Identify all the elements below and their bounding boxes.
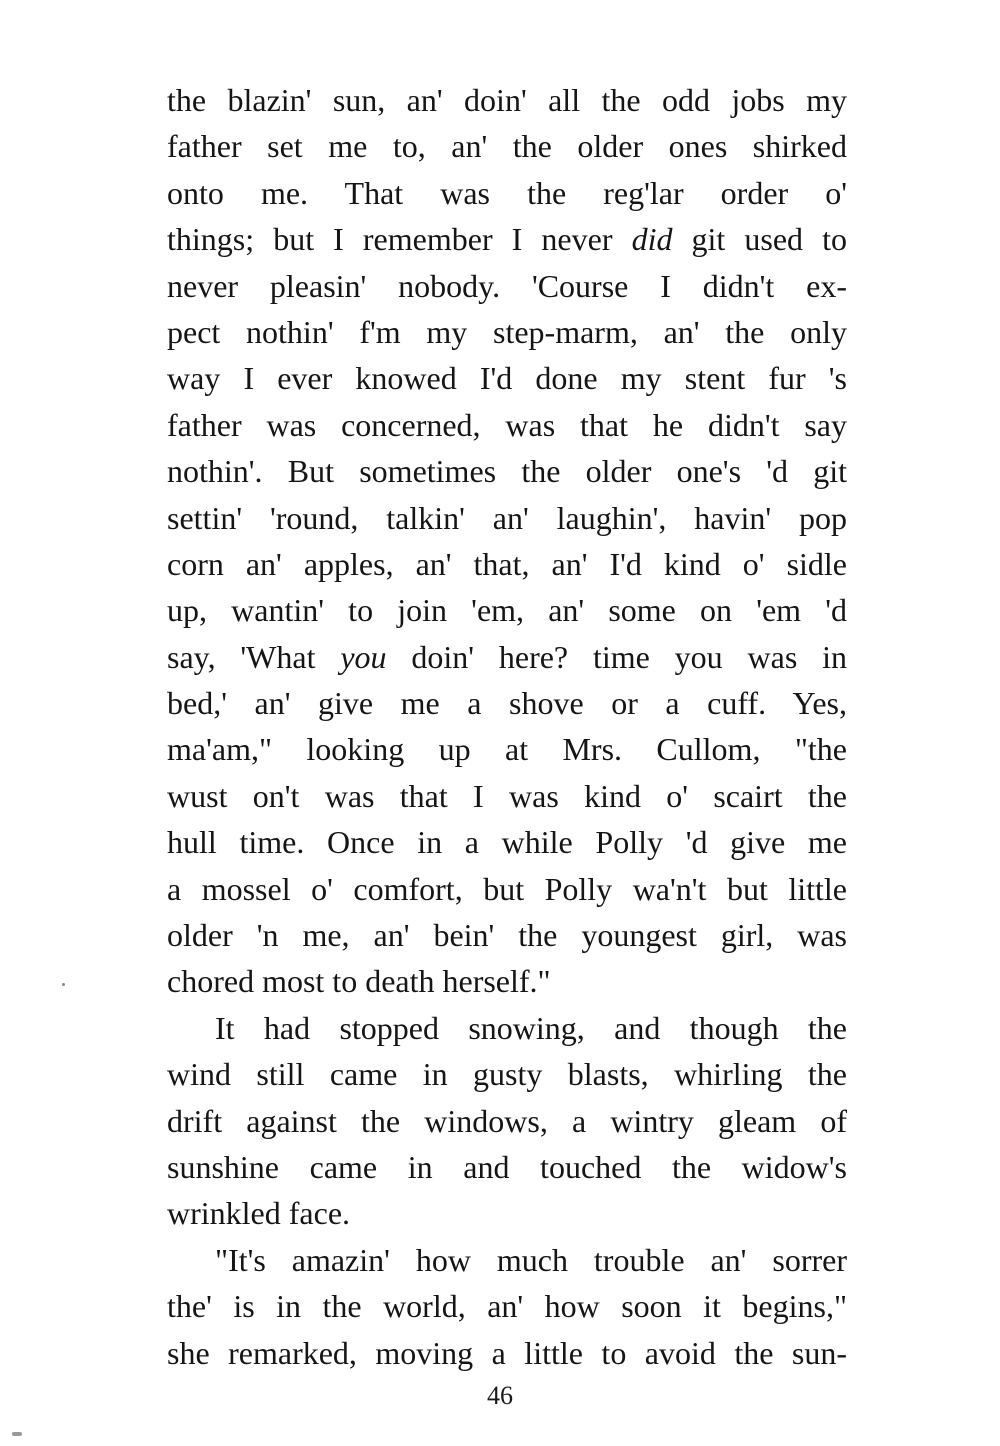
text-line: the' is in the world, an' how soon it begins," <box>167 1288 847 1325</box>
text-line: father was concerned, was that he didn't say <box>167 406 847 443</box>
scan-speck <box>12 1432 22 1436</box>
text-line: father set me to, an' the older ones shirked <box>167 128 847 165</box>
text-line: up, wantin' to join 'em, an' some on 'em 'd <box>167 592 847 629</box>
text-line: older 'n me, an' bein' the youngest girl, was <box>167 917 847 954</box>
text-line: sunshine came in and touched the widow's <box>167 1148 847 1185</box>
text-line: way I ever knowed I'd done my stent fur 's <box>167 360 847 397</box>
text-line: wrinkled face. <box>167 1195 351 1232</box>
text-line: pect nothin' f'm my step-marm, an' the only <box>167 313 847 350</box>
text-line: It had stopped snowing, and though the <box>215 1009 847 1046</box>
text-line: settin' 'round, talkin' an' laughin', havin' pop <box>167 499 847 536</box>
italic-word: you <box>340 638 387 675</box>
text-line: hull time. Once in a while Polly 'd give me <box>167 824 847 861</box>
text-line: ma'am," looking up at Mrs. Cullom, "the <box>167 731 847 768</box>
scan-speck <box>62 983 65 986</box>
text-line: wind still came in gusty blasts, whirling the <box>167 1056 847 1093</box>
text-line: corn an' apples, an' that, an' I'd kind o' sidle <box>167 545 847 582</box>
text-line: chored most to death herself." <box>167 963 551 1000</box>
text-line: bed,' an' give me a shove or a cuff. Yes, <box>167 685 847 722</box>
text-line: she remarked, moving a little to avoid the sun- <box>167 1334 847 1371</box>
text-segment: say, 'What <box>167 638 341 675</box>
text-line <box>167 634 847 680</box>
text-line: never pleasin' nobody. 'Course I didn't ex- <box>167 267 847 304</box>
text-segment: things; but I remember I never <box>167 221 632 258</box>
text-line: drift against the windows, a wintry gleam of <box>167 1102 847 1139</box>
text-line: the blazin' sun, an' doin' all the odd jobs my <box>167 82 847 118</box>
text-line: wust on't was that I was kind o' scairt the <box>167 777 847 814</box>
text-line: "It's amazin' how much trouble an' sorrer <box>215 1241 847 1278</box>
body-text <box>167 77 847 1376</box>
text-line: nothin'. But sometimes the older one's 'd git <box>167 453 847 490</box>
text-segment: git used to <box>672 221 848 258</box>
text-line: onto me. That was the reg'lar order o' <box>167 174 847 211</box>
text-line: a mossel o' comfort, but Polly wa'n't but little <box>167 870 847 907</box>
italic-word: did <box>631 221 673 258</box>
text-line <box>167 216 847 262</box>
text-segment: doin' here? time you was in <box>386 638 848 675</box>
page-number: 46 <box>487 1381 513 1410</box>
